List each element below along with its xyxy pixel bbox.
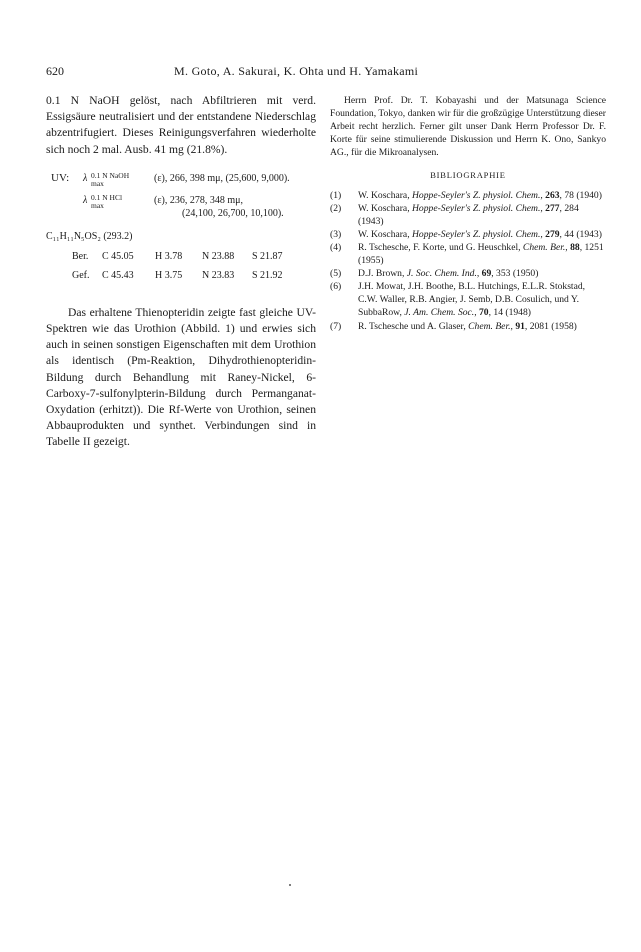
reference-pages: , 2081 (1958) [524,320,577,332]
analysis-nitrogen: N 23.83 [202,269,235,281]
reference-journal: Chem. Ber. [468,320,511,332]
lambda-symbol: λ [83,172,88,184]
uv-row-naoh [46,170,316,188]
right-column [330,94,606,333]
reference-authors: W. Koschara, [358,189,412,201]
reference-volume: 88 [570,241,580,253]
reference-journal: J. Am. Chem. Soc. [404,307,475,319]
uv-row-hcl-extinction [46,207,316,220]
molecular-formula: C₁₁H₁₁N₅OS₂ (293.2) [46,230,133,242]
uv-condition-hcl: 0.1 N HCl [91,192,123,202]
uv-max-subscript: max [91,200,104,210]
reference-item: (1) W. Koschara, Hoppe-Seyler's Z. physiol. Chem., 263, 78 (1940) [330,189,602,201]
analysis-sulfur: S 21.92 [252,269,283,281]
reference-number: (6) [330,281,342,293]
reference-number: (2) [330,202,342,214]
analysis-hydrogen: H 3.78 [155,250,183,262]
reference-pages: , 1251 (1955) [358,241,604,267]
reference-pages: , 78 (1940) [559,189,602,201]
lambda-symbol: λ [83,194,88,206]
bibliography-heading: BIBLIOGRAPHIE [430,170,506,181]
reference-authors: J.H. Mowat, J.H. Boothe, B.L. Hutchings, E.L.R. Stokstad, C.W. Waller, R.B. Angier, J. Semb, D.B. Cosulich, und Y. SubbaRow, [358,281,586,319]
analysis-carbon: C 45.43 [102,269,134,281]
page-header [46,64,606,80]
reference-item: (5) D.J. Brown, J. Soc. Chem. Ind., 69, 353 (1950) [330,268,539,280]
uv-max-subscript: max [91,178,104,188]
running-header-authors: M. Goto, A. Sakurai, K. Ohta und H. Yamakami [174,64,419,78]
reference-volume: 279 [545,228,560,240]
reference-authors: R. Tschesche, F. Korte, und G. Heuschkel, [358,241,523,253]
reference-number: (7) [330,320,342,332]
reference-item: (7) R. Tschesche und A. Glaser, Chem. Ber., 91, 2081 (1958) [330,320,577,332]
reference-item: (2) W. Koschara, Hoppe-Seyler's Z. physiol. Chem., 277, 284 (1943) [330,202,579,227]
reference-item: (6) J.H. Mowat, J.H. Boothe, B.L. Hutchings, E.L.R. Stokstad, C.W. Waller, R.B. Angier, J. Semb, D.B. Cosulich, und Y. SubbaRow, J. Am. Chem. Soc., 70, 14 (1948) [330,281,586,319]
reference-number: (3) [330,228,342,240]
page-number: 620 [46,64,64,78]
reference-authors: W. Koschara, [358,228,412,240]
reference-authors: W. Koschara, [358,202,412,214]
reference-journal: J. Soc. Chem. Ind. [406,268,477,280]
page-speck [289,884,291,886]
reference-authors: R. Tschesche und A. Glaser, [358,320,469,332]
reference-journal: Hoppe-Seyler's Z. physiol. Chem. [412,202,541,214]
left-column [46,93,316,451]
reference-pages: , 353 (1950) [491,268,539,280]
reference-volume: 263 [545,189,560,201]
reference-list [330,189,606,333]
reference-volume: 69 [481,268,492,280]
reference-pages: , 284 (1943) [358,202,579,227]
analysis-label: Ber. [72,250,89,262]
reference-authors: D.J. Brown, [358,268,407,280]
analysis-sulfur: S 21.87 [252,250,283,262]
uv-values-naoh: (ε), 266, 398 mμ, (25,600, 9,000). [154,172,290,184]
analysis-nitrogen: N 23.88 [202,250,235,262]
reference-item: (3) W. Koschara, Hoppe-Seyler's Z. physiol. Chem., 279, 44 (1943) [330,228,602,240]
uv-extinction-hcl: (24,100, 26,700, 10,100). [182,207,284,219]
uv-condition-naoh: 0.1 N NaOH [91,170,130,180]
reference-journal: Chem. Ber. [522,241,566,253]
reference-volume: 277 [545,202,560,214]
analysis-label: Gef. [72,269,90,281]
reference-volume: 91 [515,320,525,332]
reference-journal: Hoppe-Seyler's Z. physiol. Chem. [412,228,541,240]
reference-journal: Hoppe-Seyler's Z. physiol. Chem. [412,189,541,201]
reference-pages: , 44 (1943) [559,228,602,240]
reference-number: (4) [330,241,342,253]
uv-row-hcl [46,192,316,210]
reference-number: (1) [330,189,342,201]
paragraph-procedure: 0.1 N NaOH gelöst, nach Abfiltrieren mit verd. Essigsäure neutralisiert und der entstandene Niederschlag abzentrifugiert. Dieses Reinigungsverfahren wiederholte sich noch 2 mal. Ausb. 41 mg (21.8%). [46,94,316,156]
reference-pages: , 14 (1948) [488,307,531,319]
paragraph-identification: Das erhaltene Thienopteridin zeigte fast gleiche UV-Spektren wie das Urothion (Abbild. 1) und erwies sich auch in seinen sonstigen Eigenschaften mit dem Urothion als identisch (Pm-Reaktion, Dihydrothienopteridin-Bildung durch Behandlung mit Raney-Nickel, 6-Carboxy-7-sulfonylpterin-Bildung durch Permanganat-Oxydation (erhitzt)). Die Rf-Werte von Urothion, seinen Abbauprodukten und synthet. Verbindungen sind in Tabelle II gezeigt. [46,305,316,449]
analysis-hydrogen: H 3.75 [155,269,183,281]
uv-spectrum-block [46,172,316,220]
acknowledgement: Herrn Prof. Dr. T. Kobayashi und der Matsunaga Science Foundation, Tokyo, danken wir für die großzügige Unterstützung dieser Arbeit recht herzlich. Ferner gilt unser Dank Herrn Professor Dr. F. Korte für seine stimulierende Diskussion und Herrn K. Ono, Sankyo AG., für die Mikroanalysen. [330,95,606,159]
reference-number: (5) [330,268,342,280]
analysis-row-calculated [46,249,316,264]
analysis-row-found [46,268,316,283]
analysis-carbon: C 45.05 [102,250,134,262]
uv-label: UV: [51,171,70,184]
reference-volume: 70 [479,307,489,319]
elemental-analysis [46,249,316,283]
uv-values-hcl: (ε), 236, 278, 348 mμ, [154,194,243,206]
reference-item: (4) R. Tschesche, F. Korte, und G. Heuschkel, Chem. Ber., 88, 1251 (1955) [330,241,604,267]
